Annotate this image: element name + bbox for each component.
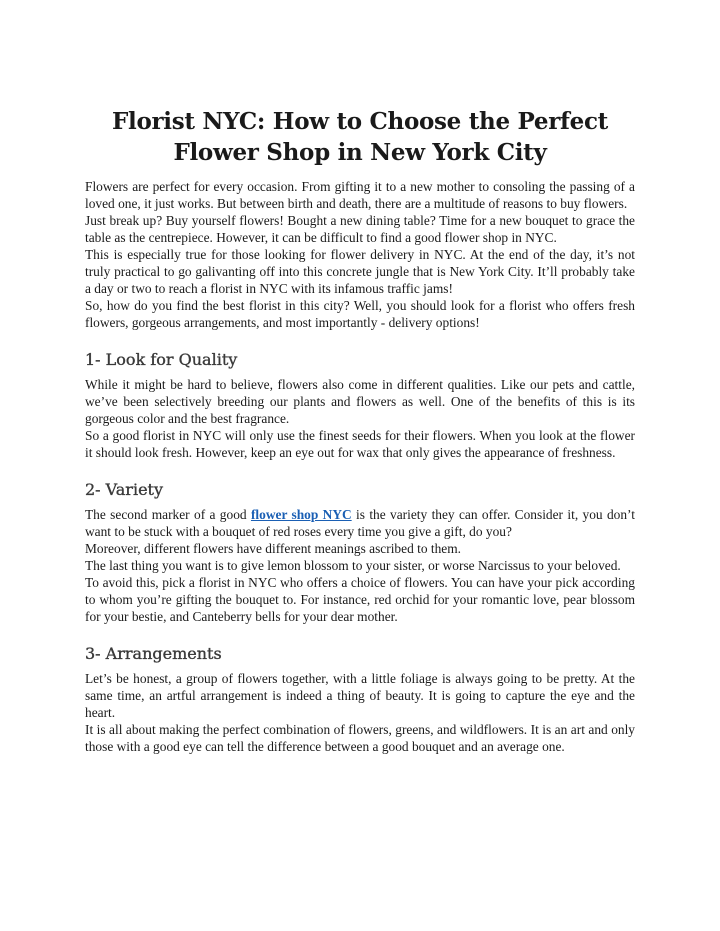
body-paragraph: The last thing you want is to give lemon blossom to your sister, or worse Narcissus to your beloved. <box>85 558 621 573</box>
body-paragraph: While it might be hard to believe, flowers also come in different qualities. Like our pets and cattle, we’ve been selectively breeding our plants and flowers as well. One of the benefits of this is its gorgeous color and the best fragrance. <box>85 377 635 426</box>
intro-section <box>85 178 635 331</box>
flower-shop-nyc-link[interactable]: flower shop NYC <box>250 507 352 522</box>
paragraph-text: The second marker of a good <box>85 507 251 522</box>
section-arrangements <box>85 642 635 755</box>
intro-paragraph: Just break up? Buy yourself flowers! Bought a new dining table? Time for a new bouquet to grace the table as the centrepiece. However, it can be difficult to find a good flower shop in NYC. <box>85 213 635 245</box>
intro-paragraph: Flowers are perfect for every occasion. From gifting it to a new mother to consoling the passing of a loved one, it just works. But between birth and death, there are a multitude of reasons to buy flowers. <box>85 179 635 211</box>
section-heading: 2- Variety <box>85 480 163 499</box>
body-paragraph: So a good florist in NYC will only use the finest seeds for their flowers. When you look at the flower it should look fresh. However, keep an eye out for wax that only gives the appearance of freshness. <box>85 428 635 460</box>
section-heading: 1- Look for Quality <box>85 350 238 369</box>
document-page <box>85 106 635 755</box>
title-line-1: Florist NYC: How to Choose the Perfect <box>111 108 608 135</box>
title-line-2: Flower Shop in New York City <box>173 139 547 166</box>
section-quality <box>85 348 635 461</box>
section-variety <box>85 478 635 625</box>
body-paragraph: It is all about making the perfect combination of flowers, greens, and wildflowers. It is an art and only those with a good eye can tell the difference between a good bouquet and an average one. <box>85 722 635 754</box>
intro-paragraph: This is especially true for those looking for flower delivery in NYC. At the end of the day, it’s not truly practical to go galivanting off into this concrete jungle that is New York City. It’ll probably take a day or two to reach a florist in NYC with its infamous traffic jams! <box>85 247 635 296</box>
section-heading: 3- Arrangements <box>85 644 222 663</box>
intro-paragraph: So, how do you find the best florist in this city? Well, you should look for a florist who offers fresh flowers, gorgeous arrangements, and most importantly - delivery options! <box>85 298 635 330</box>
body-paragraph: To avoid this, pick a florist in NYC who offers a choice of flowers. You can have your pick according to whom you’re gifting the bouquet to. For instance, red orchid for your romantic love, pear blossom for your bestie, and Canteberry bells for your dear mother. <box>85 575 635 624</box>
page-title <box>85 106 635 168</box>
body-paragraph: Let’s be honest, a group of flowers together, with a little foliage is always going to be pretty. At the same time, an artful arrangement is indeed a thing of beauty. It is going to capture the eye and the heart. <box>85 671 635 720</box>
body-paragraph <box>85 506 635 540</box>
body-paragraph: Moreover, different flowers have different meanings ascribed to them. <box>85 541 462 556</box>
paragraph-text: is the variety they can offer. Consider it, you don’t want to be stuck with a bouquet of red roses every time you give a gift, do you? <box>85 507 635 539</box>
